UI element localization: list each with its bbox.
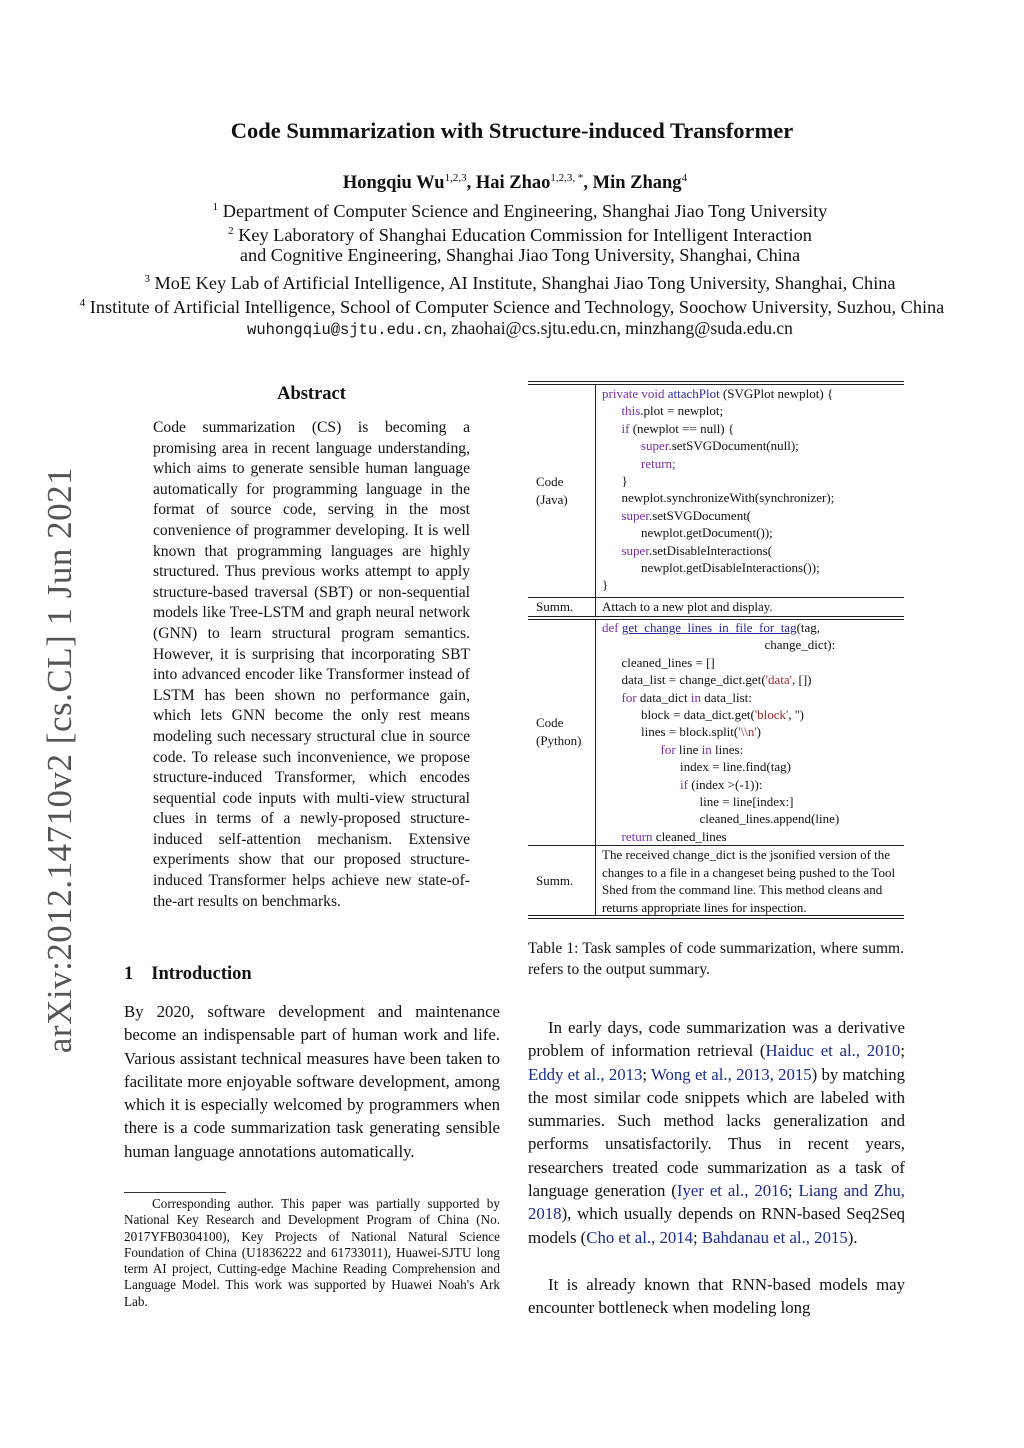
table-rule (528, 915, 904, 916)
citation-link[interactable]: Wong et al., 2013, 2015 (651, 1064, 812, 1084)
code-line: block = data_dict.get('block', '') (641, 707, 804, 723)
code-line: newplot.synchronizeWith(synchronizer); (621, 490, 835, 506)
code-line: return cleaned_lines (621, 828, 727, 844)
code-line: } (621, 473, 628, 489)
code-line: } (602, 577, 609, 593)
code-line: super.setSVGDocument(null); (641, 438, 799, 454)
table-vline (595, 384, 596, 617)
code-line: if (newplot == null) { (621, 420, 735, 436)
code-line: index = line.find(tag) (680, 759, 791, 775)
paper-title: Code Summarization with Structure-induced Transformer (230, 118, 794, 143)
code-line: cleaned_lines = [] (621, 654, 715, 670)
code-line: super.setDisableInteractions( (621, 542, 773, 558)
intro-paragraph: By 2020, software development and maintenance become an indispensable part of human work and life. Various assistant technical measures have been taken to facilitate more enjoyable software development, among which it is especially welcomed by programmers when there is a code summarization task generating sensible human language annotations automatically. (124, 1002, 500, 1161)
code-line: if (index >(-1)): (680, 776, 763, 792)
citation-link[interactable]: Bahdanau et al., 2015 (701, 1227, 848, 1247)
arxiv-side-label: arXiv:2012.14710v2 [cs.CL] 1 Jun 2021 (40, 466, 79, 1054)
intro-paragraph-right: In early days, code summarization was a derivative problem of information retrieval (Haiduc et al., 2010; Eddy et al., 2013; Wong et al., 2013, 2015) by matching the most similar code snippets which are labeled with summaries. Such method lacks generalization and performs unsatisfactorily. Thus in recent years, researchers treated code summarization as a task of language generation (Iyer et al., 2016; Liang and Zhu, 2018), which usually depends on RNN-based Seq2Seq models (Cho et al., 2014; Bahdanau et al., 2015). (528, 1018, 906, 1247)
affiliation: $^2$ Key Laboratory of Shanghai Education Commission for Intelligent Interaction (228, 225, 812, 246)
affiliation: $^1$ Department of Computer Science and Engineering, Shanghai Jiao Tong University (212, 201, 828, 222)
author-affil: 4 (681, 172, 688, 184)
footnote-rule (124, 1192, 226, 1193)
author-list: Hongqiu Wu$^{1,2,3}$, Hai Zhao$^{1,2,3, *}$, Min Zhang$^4$ (342, 172, 688, 194)
citation-link[interactable]: Eddy et al., 2013 (528, 1064, 643, 1084)
citation-link[interactable]: Haiduc et al., 2010 (765, 1041, 901, 1061)
abstract-heading: Abstract (277, 384, 346, 404)
table-vline (595, 619, 596, 915)
code-line: lines = block.split('\\n') (641, 724, 762, 740)
python-summary: The received change_dict is the jsonified version of the changes to a file in a changeset being pushed to the Tool Shed from the command line. This method cleans and returns appropriate lines for inspection. (602, 847, 896, 915)
affiliation: $^4$ Institute of Artificial Intelligence, School of Computer Science and Technology, Soochow University, Suzhou, China (79, 297, 945, 318)
code-line: line = line[index:] (699, 794, 794, 810)
table-caption: Table 1: Task samples of code summarization, where summ. refers to the output summary. (528, 940, 904, 978)
author-emails: wuhongqiu@sjtu.edu.cn, zhaohai@cs.sjtu.edu.cn, minzhang@suda.edu.cn (247, 318, 793, 339)
footnote: Corresponding author. This paper was partially supported by National Key Research and Development Program of China (No. 2017YFB0304100), Key Projects of National Natural Science Foundation of China (U1836222 and 61733011), Huawei-SJTU long term AI project, Cutting-edge Machine Reading Comprehension and Language Model. This work was supported by Huawei Noah's Ark Lab. (124, 1196, 500, 1309)
intro-paragraph-right-2: It is already known that RNN-based models may encounter bottleneck when modeling long (528, 1275, 905, 1318)
author-name: Hai Zhao (475, 173, 551, 194)
java-code (602, 385, 834, 594)
code-line: def get_change_lines_in_file_for_tag(tag, (602, 620, 821, 635)
code-line: data_list = change_dict.get('data', []) (621, 672, 812, 688)
code-line: for data_dict in data_list: (621, 689, 752, 705)
code-line: private void attachPlot (SVGPlot newplot) { (602, 386, 834, 401)
citation-link[interactable]: Iyer et al., 2016 (676, 1181, 788, 1201)
java-summ-label: Summ. (536, 599, 574, 614)
code-line: for line in lines: (660, 741, 744, 757)
affiliation: $^3$ MoE Key Lab of Artificial Intelligence, AI Institute, Shanghai Jiao Tong University, Shanghai, China (144, 273, 896, 294)
author-name: Min Zhang (592, 173, 682, 194)
python-summ-label: Summ. (536, 873, 574, 888)
citation-link[interactable]: Liang and Zhu, 2018 (528, 1181, 906, 1224)
citation-link[interactable]: Cho et al., 2014 (586, 1227, 694, 1247)
code-line: newplot.getDocument()); (641, 525, 773, 541)
table-rule (528, 381, 904, 382)
affiliation: and Cognitive Engineering, Shanghai Jiao Tong University, Shanghai, China (239, 245, 801, 265)
section-heading: 1 Introduction (124, 964, 252, 984)
table-rule (528, 918, 904, 919)
code-line: change_dict): (764, 637, 836, 653)
python-label: Code (Python) (536, 715, 582, 748)
java-summary: Attach to a new plot and display. (602, 599, 773, 614)
code-line: super.setSVGDocument( (621, 507, 752, 523)
author-affil: 1,2,3, * (550, 172, 584, 184)
java-label: Code (Java) (536, 474, 568, 507)
code-line: cleaned_lines.append(line) (699, 811, 840, 827)
abstract-text: Code summarization (CS) is becoming a promising area in recent language understanding, which aims to generate sensible human language automatically for programming language in the format of source code, serving in the most convenience of programmer developing. It is well known that programming languages are highly structured. Thus previous works attempt to apply structure-based traversal (SBT) or non-sequential models like Tree-LSTM and graph neural network (GNN) to learn structural program semantics. However, it is surprising that incorporating SBT into advanced encoder like Transformer instead of LSTM has been shown no performance gain, which lets GNN become the only rest means modeling such necessary structural clue in source code. To release such inconvenience, we propose structure-induced Transformer, which encodes sequential code inputs with multi-view structural clues in terms of a newly-proposed structure-induced self-attention mechanism. Extensive experiments show that our proposed structure-induced Transformer helps achieve new state-of-the-art results on benchmarks. (153, 419, 470, 910)
table-rule (528, 616, 904, 617)
author-name: Hongqiu Wu (342, 173, 445, 194)
code-line: this.plot = newplot; (621, 403, 724, 419)
code-line: return; (641, 455, 676, 471)
python-code (602, 619, 839, 845)
author-affil: 1,2,3 (444, 172, 467, 184)
code-line: newplot.getDisableInteractions()); (641, 560, 820, 576)
